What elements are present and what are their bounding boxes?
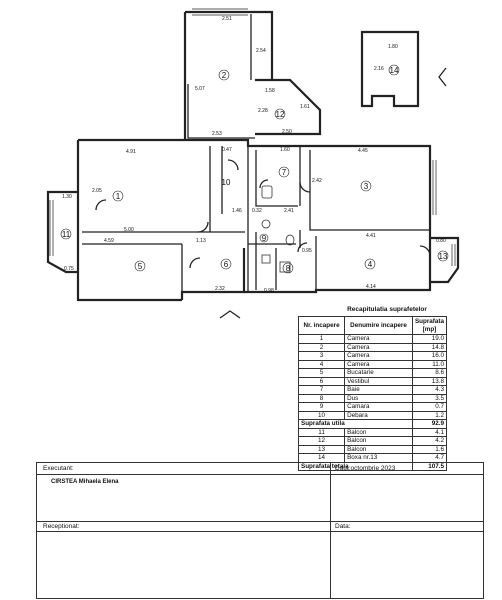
- executant-label: Executant:: [43, 465, 74, 472]
- area-recap: [292, 304, 482, 471]
- recap-cell-name: Camera: [345, 335, 413, 344]
- recap-total-value: 107.5: [412, 462, 446, 471]
- recap-row: [299, 454, 447, 463]
- dim-9: 0.95: [302, 248, 312, 254]
- recap-cell-nr: 3: [299, 352, 345, 361]
- recap-header-nr: Nr. incapere: [299, 317, 345, 335]
- dim-7-bottom: 2.41: [284, 208, 294, 214]
- room-label-8: 8: [285, 264, 291, 273]
- recap-row: [299, 377, 447, 386]
- room-label-7: 7: [281, 168, 287, 177]
- dim-1-side: 2.05: [92, 188, 102, 194]
- recap-cell-area: 0.7: [412, 403, 446, 412]
- dim-12-top: 1.58: [265, 88, 275, 94]
- recap-cell-area: 1.2: [412, 411, 446, 420]
- recap-cell-name: Boxa nr.13: [345, 454, 413, 463]
- recap-cell-area: 8.6: [412, 369, 446, 378]
- room-label-9: 9: [261, 234, 267, 243]
- dim-14-width: 1.80: [388, 44, 398, 50]
- room-label-10: 10: [221, 178, 231, 187]
- room-label-12: 12: [275, 110, 285, 119]
- recap-cell-area: 11.0: [412, 360, 446, 369]
- recap-row: [299, 369, 447, 378]
- dim-2-width: 2.51: [222, 16, 232, 22]
- recap-cell-area: 13.8: [412, 377, 446, 386]
- recap-header-row: [299, 317, 447, 335]
- recap-total-label: Suprafata totala: [299, 462, 413, 471]
- recap-row: [299, 394, 447, 403]
- recap-util-value: 92.9: [412, 420, 446, 429]
- recap-row: [299, 343, 447, 352]
- dim-14-height: 2.16: [374, 66, 384, 72]
- recap-table: [298, 316, 447, 471]
- recap-cell-name: Balcon: [345, 445, 413, 454]
- recap-cell-area: 3.5: [412, 394, 446, 403]
- dim-1-width: 4.91: [126, 149, 136, 155]
- recap-cell-nr: 4: [299, 360, 345, 369]
- dim-12-bottom: 2.50: [282, 129, 292, 135]
- dim-5-width: 4.59: [104, 238, 114, 244]
- dim-11-bottom: 0.75: [64, 266, 74, 272]
- recap-cell-nr: 7: [299, 386, 345, 395]
- dim-6-b: 0.32: [252, 208, 262, 214]
- title-block: [36, 462, 484, 599]
- recap-cell-name: Balcon: [345, 428, 413, 437]
- recap-cell-area: 16.0: [412, 352, 446, 361]
- dim-2-bottom: 2.53: [212, 131, 222, 137]
- recap-row: [299, 403, 447, 412]
- recap-util-row: [299, 420, 447, 429]
- recap-cell-nr: 13: [299, 445, 345, 454]
- recap-cell-nr: 11: [299, 428, 345, 437]
- recap-cell-nr: 10: [299, 411, 345, 420]
- recap-cell-area: 4.2: [412, 437, 446, 446]
- recap-row: [299, 411, 447, 420]
- recap-util-label: Suprafata utila: [299, 420, 413, 429]
- recap-cell-nr: 2: [299, 343, 345, 352]
- recap-cell-nr: 5: [299, 369, 345, 378]
- dim-3-width: 4.45: [358, 148, 368, 154]
- recap-cell-nr: 6: [299, 377, 345, 386]
- room-label-3: 3: [363, 182, 369, 191]
- recap-row: [299, 386, 447, 395]
- dim-6-bottom: 2.32: [215, 286, 225, 292]
- executant-name: CIRSTEA Mihaela Elena: [51, 479, 119, 485]
- recap-cell-name: Camera: [345, 343, 413, 352]
- room-label-13: 13: [438, 252, 448, 261]
- dim-7-width: 1.60: [280, 147, 290, 153]
- recap-header-name: Denumire incapere: [345, 317, 413, 335]
- dim-3-side: 2.42: [312, 178, 322, 184]
- receptionat-label: Receptionat:: [43, 523, 80, 530]
- dim-6-a: 1.46: [232, 208, 242, 214]
- room-label-2: 2: [221, 71, 227, 80]
- recap-title: Recapitulatia suprafetelor: [347, 306, 427, 313]
- dim-8-bottom: 0.98: [264, 288, 274, 294]
- recap-cell-name: Camera: [345, 360, 413, 369]
- dim-12-diag: 1.61: [300, 104, 310, 110]
- recap-cell-nr: 1: [299, 335, 345, 344]
- recap-cell-name: Debara: [345, 411, 413, 420]
- recap-cell-name: Dus: [345, 394, 413, 403]
- recap-row: [299, 445, 447, 454]
- dim-6-top: 1.13: [196, 238, 206, 244]
- recap-cell-nr: 12: [299, 437, 345, 446]
- recap-cell-nr: 14: [299, 454, 345, 463]
- recap-cell-nr: 9: [299, 403, 345, 412]
- recap-cell-name: Vestibul: [345, 377, 413, 386]
- recap-cell-area: 4.3: [412, 386, 446, 395]
- recap-row: [299, 352, 447, 361]
- recap-cell-area: 4.7: [412, 454, 446, 463]
- recap-row: [299, 360, 447, 369]
- recap-cell-name: Camera: [345, 352, 413, 361]
- recap-cell-area: 14.8: [412, 343, 446, 352]
- room-label-5: 5: [137, 262, 143, 271]
- dim-13-top: 0.80: [436, 238, 446, 244]
- dim-4-bottom: 4.14: [366, 284, 376, 290]
- dim-2-height: 5.07: [195, 86, 205, 92]
- room-label-14: 14: [389, 66, 399, 75]
- dim-12-left: 2.28: [258, 108, 268, 114]
- recap-cell-area: 1.6: [412, 445, 446, 454]
- date-executant: Data:octombrie 2023: [335, 465, 396, 472]
- recap-row: [299, 437, 447, 446]
- dim-4-width: 4.41: [366, 233, 376, 239]
- room-label-4: 4: [367, 260, 373, 269]
- recap-cell-name: Balcon: [345, 437, 413, 446]
- recap-row: [299, 428, 447, 437]
- room-label-1: 1: [115, 192, 121, 201]
- dim-11-top: 1.30: [62, 194, 72, 200]
- recap-cell-area: 19.0: [412, 335, 446, 344]
- dim-2-right: 2.54: [256, 48, 266, 54]
- date-receptionat: Data:: [335, 523, 351, 530]
- recap-header-area: Suprafata [mp]: [412, 317, 446, 335]
- recap-cell-nr: 8: [299, 394, 345, 403]
- recap-cell-name: Bucatarie: [345, 369, 413, 378]
- room-label-6: 6: [223, 260, 229, 269]
- recap-cell-name: Camara: [345, 403, 413, 412]
- recap-cell-area: 4.1: [412, 428, 446, 437]
- dim-1-bottom: 5.00: [124, 227, 134, 233]
- room-label-11: 11: [61, 230, 71, 239]
- recap-row: [299, 335, 447, 344]
- dim-10-width: 0.47: [222, 147, 232, 153]
- recap-cell-name: Baie: [345, 386, 413, 395]
